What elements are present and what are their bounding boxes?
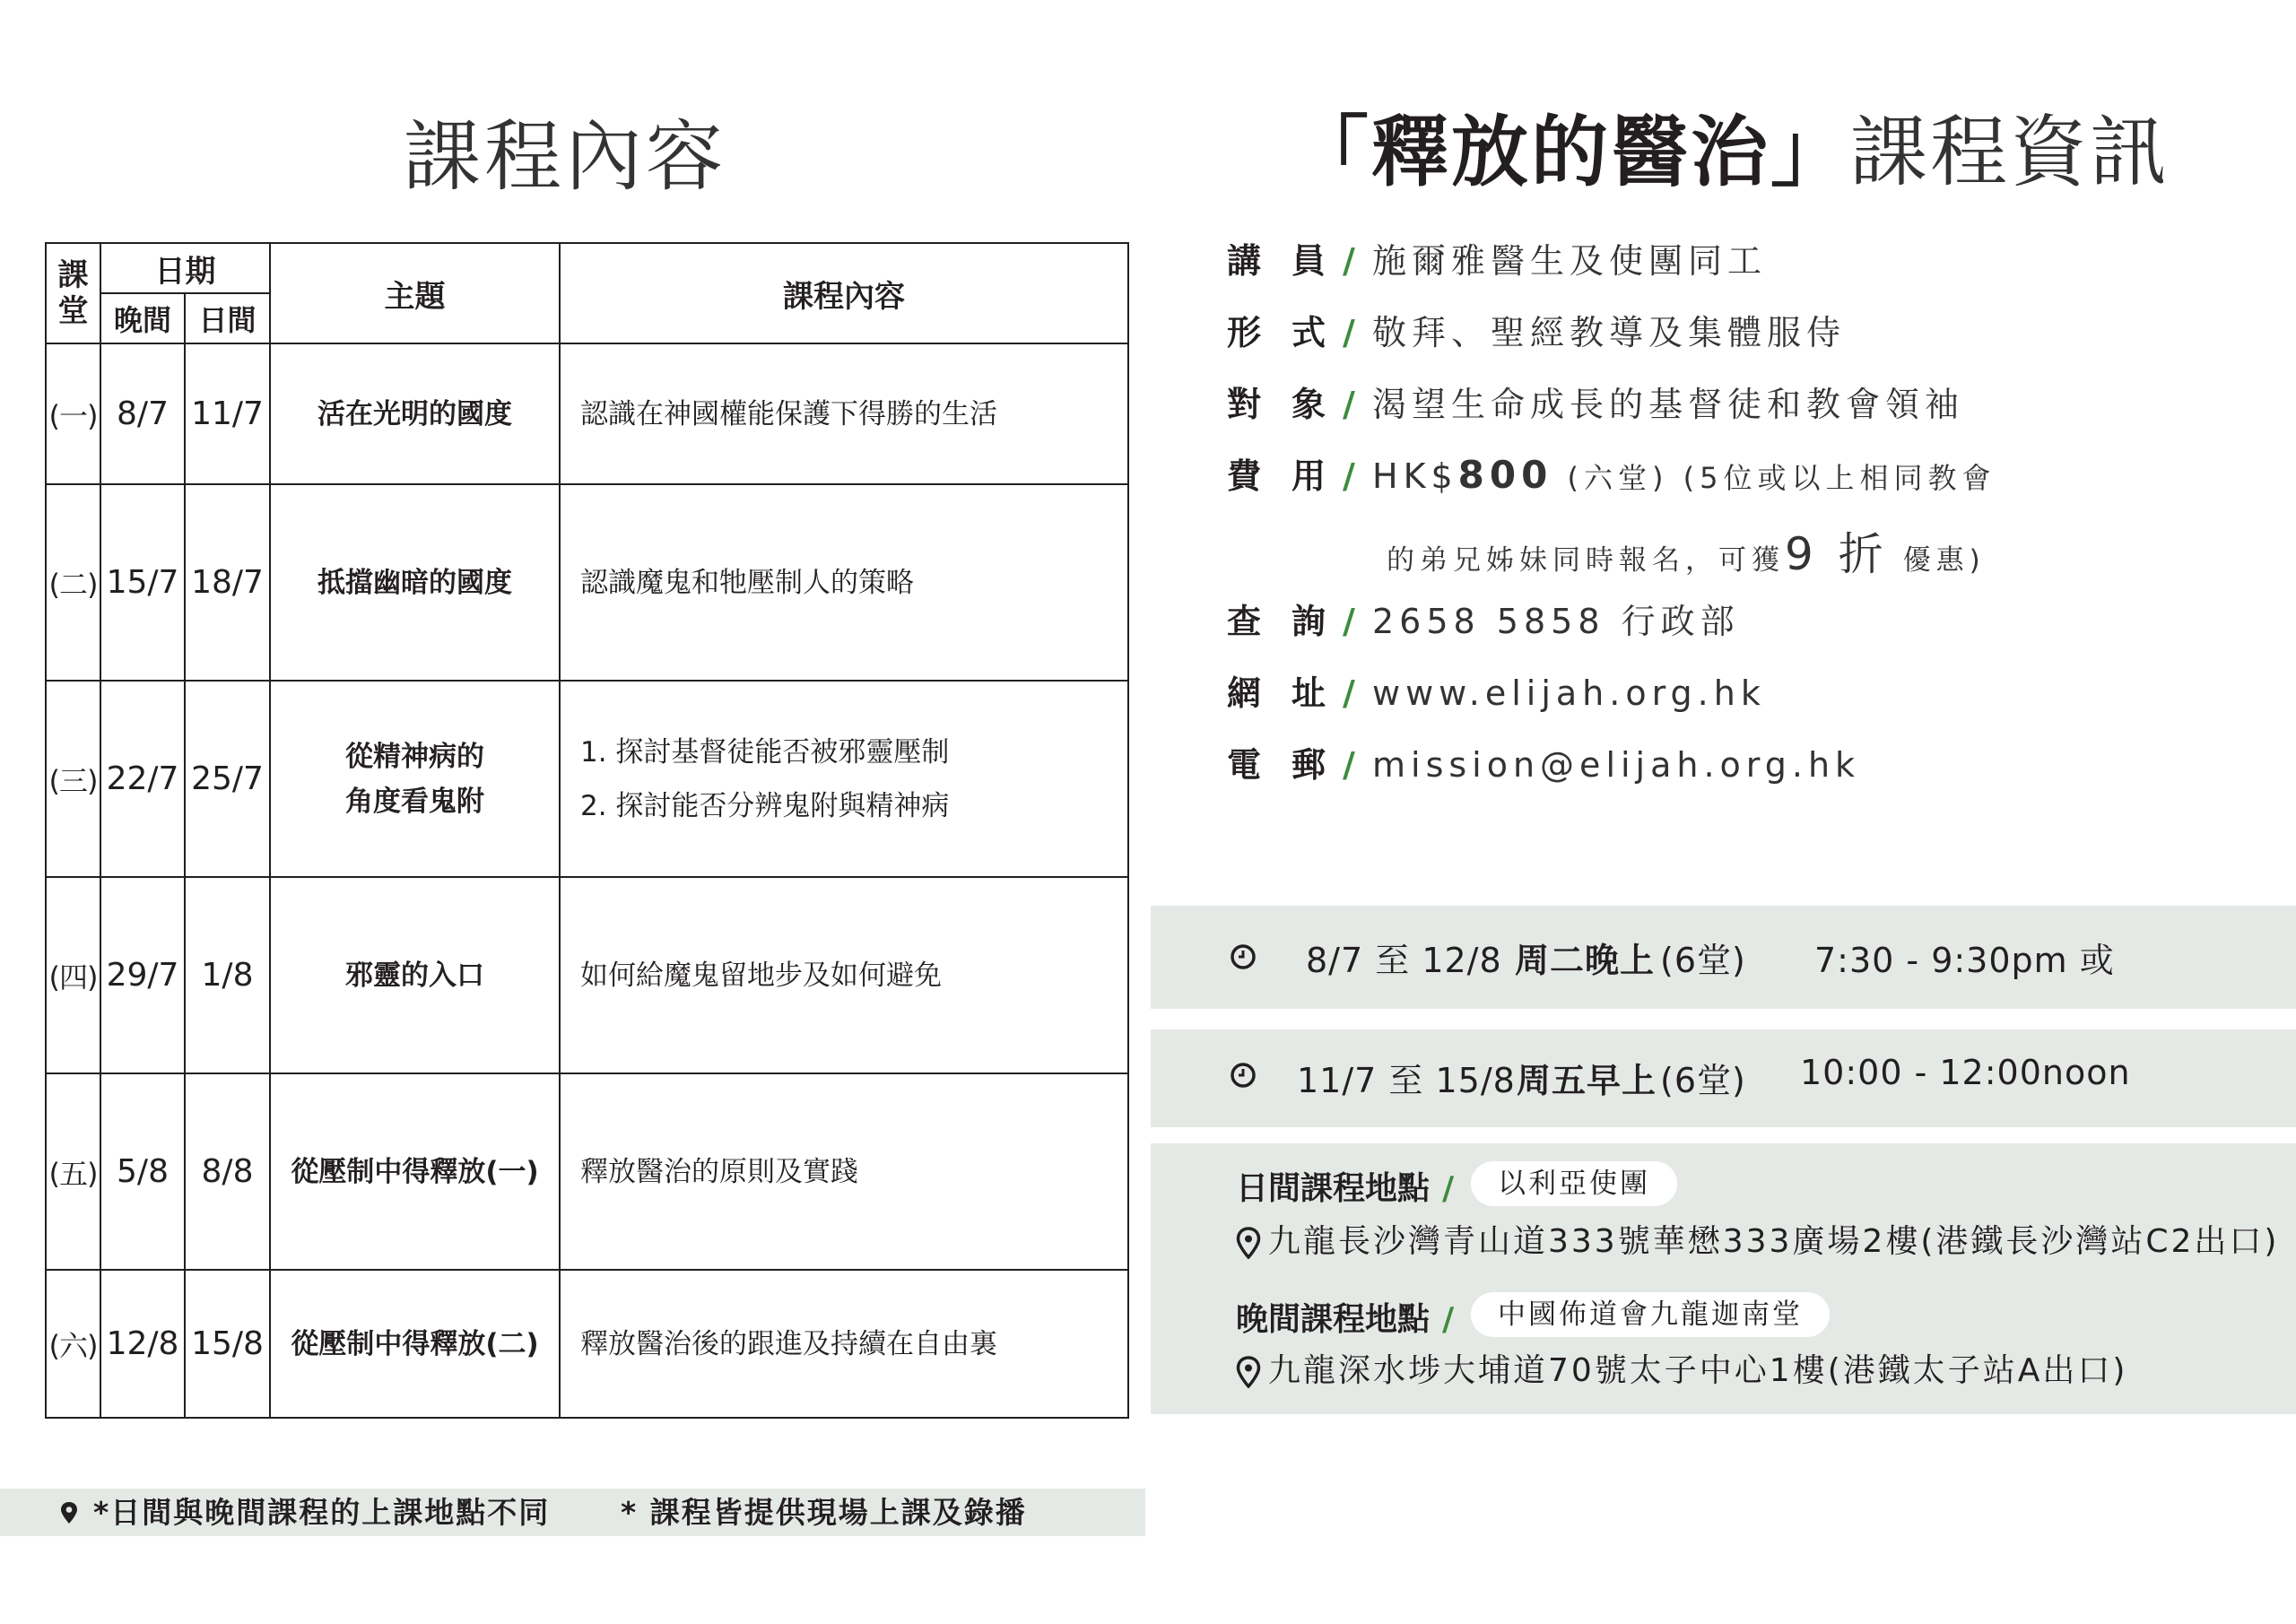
- table-row: [46, 877, 1128, 1073]
- topic-line: 邪靈的入口: [345, 959, 484, 992]
- clock-icon: [1230, 943, 1257, 970]
- lesson-topic: [270, 484, 560, 681]
- lesson-topic: [270, 1073, 560, 1270]
- slash-divider: /: [1442, 1170, 1455, 1207]
- day-location-label: [1236, 1163, 1466, 1209]
- evening-time: 7:30 - 9:30pm 或: [1814, 941, 2115, 980]
- lesson-content: [560, 877, 1128, 1073]
- clock-icon: [1230, 1062, 1257, 1089]
- title-course-info: 課程資訊: [1850, 108, 2170, 197]
- website-label: 網址: [1227, 673, 1326, 713]
- evening-address: [1236, 1345, 2127, 1391]
- header-day: 日間: [185, 293, 270, 343]
- content-line: 認識魔鬼和牠壓制人的策略: [580, 566, 914, 599]
- table-row: [46, 343, 1128, 484]
- info-speaker: [1227, 233, 1767, 282]
- slash-divider: /: [1343, 385, 1355, 424]
- topic-line: 角度看鬼附: [345, 785, 484, 818]
- page-title-course-content: 課程內容: [404, 112, 726, 202]
- header-lesson-text: 課堂: [57, 257, 89, 329]
- lesson-topic: [270, 343, 560, 484]
- day-date: 8/8: [185, 1073, 270, 1270]
- lesson-content: [560, 1270, 1128, 1418]
- day-date: 1/8: [185, 877, 270, 1073]
- day-address-text: 九龍長沙灣青山道333號華懋333廣場2樓(港鐵長沙灣站C2出口): [1268, 1223, 2280, 1260]
- info-format: [1227, 305, 1846, 354]
- slash-divider: /: [1343, 241, 1355, 281]
- email-label: 電郵: [1227, 745, 1326, 785]
- evening-date: 29/7: [100, 877, 185, 1073]
- content-line: 如何給魔鬼留地步及如何避免: [580, 959, 942, 992]
- lesson-number: (四): [46, 877, 100, 1073]
- lesson-topic: [270, 1270, 560, 1418]
- enquiry-value: 2658 5858 行政部: [1372, 602, 1740, 641]
- footer-note-recording: * 課程皆提供現場上課及錄播: [621, 1495, 1027, 1530]
- slash-divider: /: [1343, 673, 1355, 713]
- lesson-number: (六): [46, 1270, 100, 1418]
- evening-lesson-count: (6堂): [1660, 941, 1746, 980]
- evening-date: 15/7: [100, 484, 185, 681]
- fee-amount: 800: [1457, 453, 1553, 497]
- session-day-band: [1151, 1029, 2296, 1127]
- enquiry-label: 查詢: [1227, 602, 1326, 641]
- day-dates: 11/7 至 15/8: [1297, 1061, 1516, 1100]
- fee-discount-rate: 9 折: [1785, 528, 1889, 580]
- content-line: 1. 探討基督徒能否被邪靈壓制: [580, 735, 950, 769]
- topic-line: 抵擋幽暗的國度: [317, 566, 512, 599]
- content-line: 釋放醫治的原則及實踐: [580, 1155, 858, 1188]
- lesson-number: (三): [46, 681, 100, 877]
- evening-date: 8/7: [100, 343, 185, 484]
- evening-date: 22/7: [100, 681, 185, 877]
- fee-label: 費用: [1227, 456, 1326, 496]
- audience-label: 對象: [1227, 385, 1326, 424]
- course-schedule-table: [45, 242, 1129, 1419]
- day-address: [1236, 1216, 2279, 1262]
- header-evening: 晚間: [100, 293, 185, 343]
- format-label: 形式: [1227, 313, 1326, 352]
- evening-weekday: 周二晚上: [1515, 941, 1656, 980]
- session-evening-band: [1151, 906, 2296, 1009]
- header-lesson: [46, 243, 100, 343]
- lesson-content: [560, 343, 1128, 484]
- day-location-title: 日間課程地點: [1236, 1170, 1431, 1207]
- lesson-number: (五): [46, 1073, 100, 1270]
- day-date: 11/7: [185, 343, 270, 484]
- page-title-course-info: [1292, 90, 2170, 201]
- lesson-number: (一): [46, 343, 100, 484]
- info-audience: [1227, 377, 1964, 426]
- lesson-content: [560, 1073, 1128, 1270]
- day-date: 25/7: [185, 681, 270, 877]
- fee-discount-suffix: 優惠): [1888, 544, 1986, 577]
- day-lesson-count: (6堂): [1660, 1061, 1746, 1100]
- website-link[interactable]: www.elijah.org.hk: [1372, 673, 1766, 713]
- evening-venue-badge: 中國佈道會九龍迦南堂: [1471, 1292, 1830, 1337]
- day-time: 10:00 - 12:00noon: [1800, 1053, 2131, 1092]
- day-venue-badge: 以利亞使團: [1471, 1161, 1677, 1206]
- topic-line: 從壓制中得釋放(一): [291, 1155, 539, 1188]
- header-content: 課程內容: [560, 243, 1128, 343]
- table-row: [46, 681, 1128, 877]
- evening-date: 5/8: [100, 1073, 185, 1270]
- evening-date: 12/8: [100, 1270, 185, 1418]
- table-row: [46, 484, 1128, 681]
- map-pin-icon: [59, 1501, 79, 1524]
- footer-note-locations: *日間與晚間課程的上課地點不同: [93, 1495, 551, 1530]
- evening-address-text: 九龍深水埗大埔道70號太子中心1樓(港鐵太子站A出口): [1268, 1352, 2128, 1389]
- format-value: 敬拜、聖經教導及集體服侍: [1372, 313, 1847, 352]
- table-row: [46, 1073, 1128, 1270]
- slash-divider: /: [1343, 745, 1355, 785]
- content-line: 2. 探討能否分辨鬼附與精神病: [580, 789, 950, 822]
- fee-prefix: HK$: [1372, 456, 1458, 496]
- info-email: [1227, 737, 1860, 786]
- info-website: [1227, 665, 1766, 715]
- slash-divider: /: [1442, 1301, 1455, 1338]
- content-line: 釋放醫治後的跟進及持續在自由裏: [580, 1327, 997, 1360]
- lesson-number: (二): [46, 484, 100, 681]
- day-date: 18/7: [185, 484, 270, 681]
- topic-line: 活在光明的國度: [317, 397, 512, 430]
- header-topic: 主題: [270, 243, 560, 343]
- evening-location-title: 晚間課程地點: [1236, 1301, 1431, 1338]
- slash-divider: /: [1343, 456, 1355, 496]
- speaker-value: 施爾雅醫生及使團同工: [1372, 241, 1768, 281]
- fee-discount-text: 的弟兄姊妹同時報名，可獲: [1387, 544, 1785, 577]
- table-row: [46, 1270, 1128, 1418]
- evening-location-label: [1236, 1294, 1466, 1340]
- map-pin-icon: [1236, 1356, 1261, 1388]
- email-link[interactable]: mission@elijah.org.hk: [1372, 745, 1861, 785]
- header-date: 日期: [100, 243, 270, 293]
- day-weekday: 周五早上: [1517, 1061, 1657, 1100]
- lesson-content: [560, 484, 1128, 681]
- title-course-name: 「釋放的醫治」: [1292, 108, 1850, 197]
- lesson-topic: [270, 877, 560, 1073]
- evening-dates: 8/7 至 12/8: [1306, 941, 1502, 980]
- speaker-label: 講員: [1227, 241, 1326, 281]
- slash-divider: /: [1343, 602, 1355, 641]
- fee-suffix: (六堂) (5位或以上相同教會: [1552, 461, 1996, 495]
- lesson-content: [560, 681, 1128, 877]
- day-date: 15/8: [185, 1270, 270, 1418]
- info-enquiry: [1227, 594, 1740, 643]
- topic-line: 從壓制中得釋放(二): [291, 1327, 539, 1360]
- topic-line: 從精神病的: [345, 740, 484, 773]
- map-pin-icon: [1236, 1227, 1261, 1259]
- info-fee-discount: [1387, 518, 1986, 583]
- lesson-topic: [270, 681, 560, 877]
- content-line: 認識在神國權能保護下得勝的生活: [580, 397, 997, 430]
- info-fee: [1227, 448, 1996, 498]
- audience-value: 渴望生命成長的基督徒和教會領袖: [1372, 385, 1965, 424]
- slash-divider: /: [1343, 313, 1355, 352]
- footer-note-bar: [0, 1489, 1145, 1536]
